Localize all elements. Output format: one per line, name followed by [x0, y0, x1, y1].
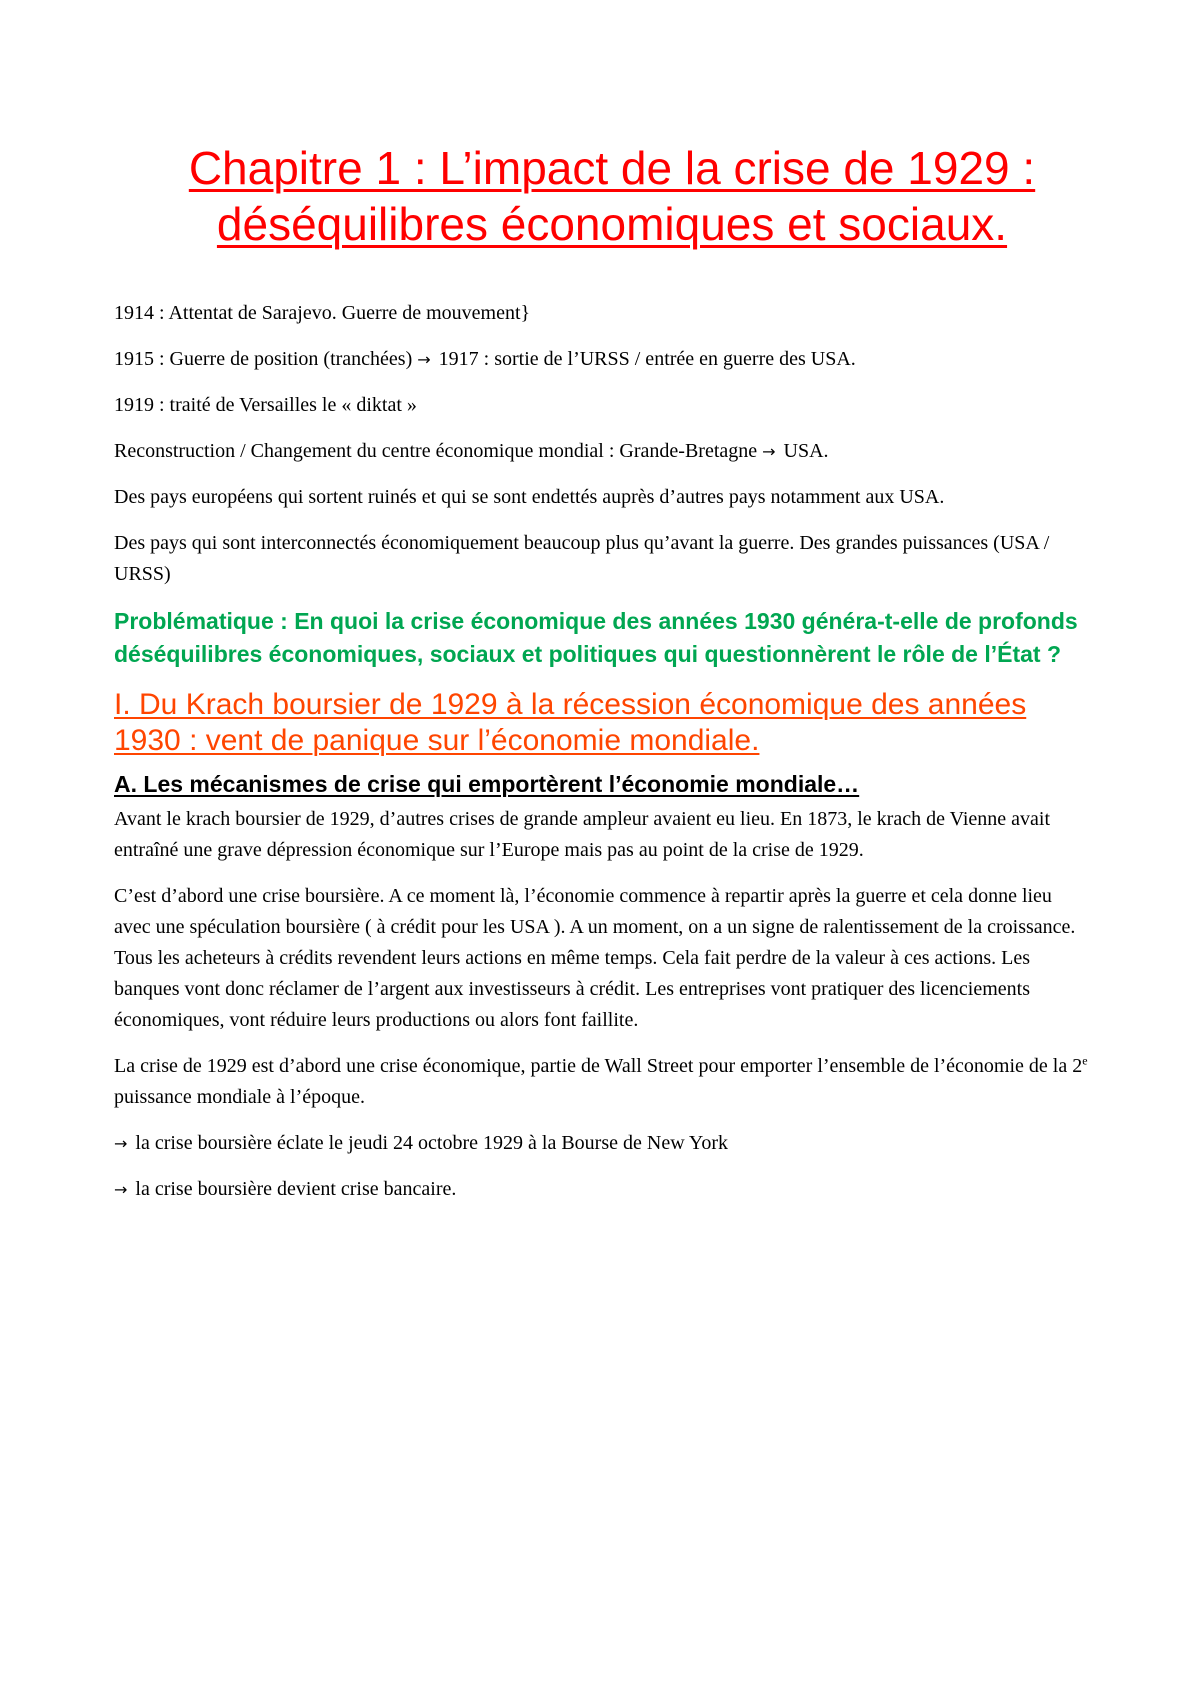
bullet-item-bancaire: [114, 1174, 1090, 1205]
bullet-item-bourse: [114, 1128, 1090, 1159]
intro-line-reconstruction: [114, 436, 1090, 467]
superscript-e: e: [1082, 1053, 1088, 1068]
right-arrow-icon: →: [762, 442, 776, 461]
paragraph-crise-boursiere: C’est d’abord une crise boursière. A ce moment là, l’économie commence à repartir après la guerre et cela donne lieu avec une spéculation boursière ( à crédit pour les USA ). A un moment, on a un signe de ralentissement de la croissance. Tous les acheteurs à crédits revendent leurs actions en même temps. Cela fait perdre de la valeur à ces actions. Les banques vont donc réclamer de l’argent aux investisseurs à crédit. Les entreprises vont pratiquer des licenciements économiques, vont réduire leurs productions ou alors font faillite.: [114, 885, 1076, 1031]
bullet-item-bancaire-text: la crise boursière devient crise bancaire.: [135, 1178, 457, 1200]
intro-paragraph-debt: Des pays européens qui sortent ruinés et qui se sont endettés auprès d’autres pays notamment aux USA.: [114, 486, 945, 508]
intro-line-1915-part-a: 1915 : Guerre de position (tranchées): [114, 348, 418, 370]
intro-line-1914: 1914 : Attentat de Sarajevo. Guerre de mouvement}: [114, 302, 531, 324]
intro-line-1915: [114, 344, 1090, 375]
reconstruction-part-b: USA.: [778, 440, 829, 462]
section-1-heading: I. Du Krach boursier de 1929 à la récession économique des années 1930 : vent de panique sur l’économie mondiale.: [114, 688, 1027, 757]
reconstruction-part-a: Reconstruction / Changement du centre économique mondial : Grande-Bretagne: [114, 440, 763, 462]
right-arrow-icon: →: [417, 350, 431, 369]
intro-paragraph-interconnection: Des pays qui sont interconnectés économiquement beaucoup plus qu’avant la guerre. Des grandes puissances (USA / URSS): [114, 532, 1050, 585]
subsection-a-heading: A. Les mécanismes de crise qui emportèrent l’économie mondiale…: [114, 771, 860, 797]
right-arrow-icon: →: [114, 1180, 128, 1199]
intro-line-1919: 1919 : traité de Versailles le « diktat »: [114, 394, 417, 416]
wall-street-part-a: La crise de 1929 est d’abord une crise économique, partie de Wall Street pour emporter l’ensemble de l’économie de la 2: [114, 1055, 1083, 1077]
intro-line-1915-part-b: 1917 : sortie de l’URSS / entrée en guerre des USA.: [433, 348, 856, 370]
right-arrow-icon: →: [114, 1134, 128, 1153]
paragraph-krach-vienne: Avant le krach boursier de 1929, d’autres crises de grande ampleur avaient eu lieu. En 1873, le krach de Vienne avait entraîné une grave dépression économique sur l’Europe mais pas au point de la crise de 1929.: [114, 808, 1051, 861]
problematique: Problématique : En quoi la crise économique des années 1930 généra-t-elle de profonds déséquilibres économiques, sociaux et politiques qui questionnèrent le rôle de l’État ?: [114, 608, 1078, 667]
document-content: [114, 140, 1090, 1220]
paragraph-wall-street: [114, 1051, 1090, 1113]
bullet-item-bourse-text: la crise boursière éclate le jeudi 24 octobre 1929 à la Bourse de New York: [135, 1132, 728, 1154]
chapter-title: Chapitre 1 : L’impact de la crise de 1929 : déséquilibres économiques et sociaux.: [188, 142, 1036, 250]
wall-street-part-b: puissance mondiale à l’époque.: [114, 1086, 366, 1108]
